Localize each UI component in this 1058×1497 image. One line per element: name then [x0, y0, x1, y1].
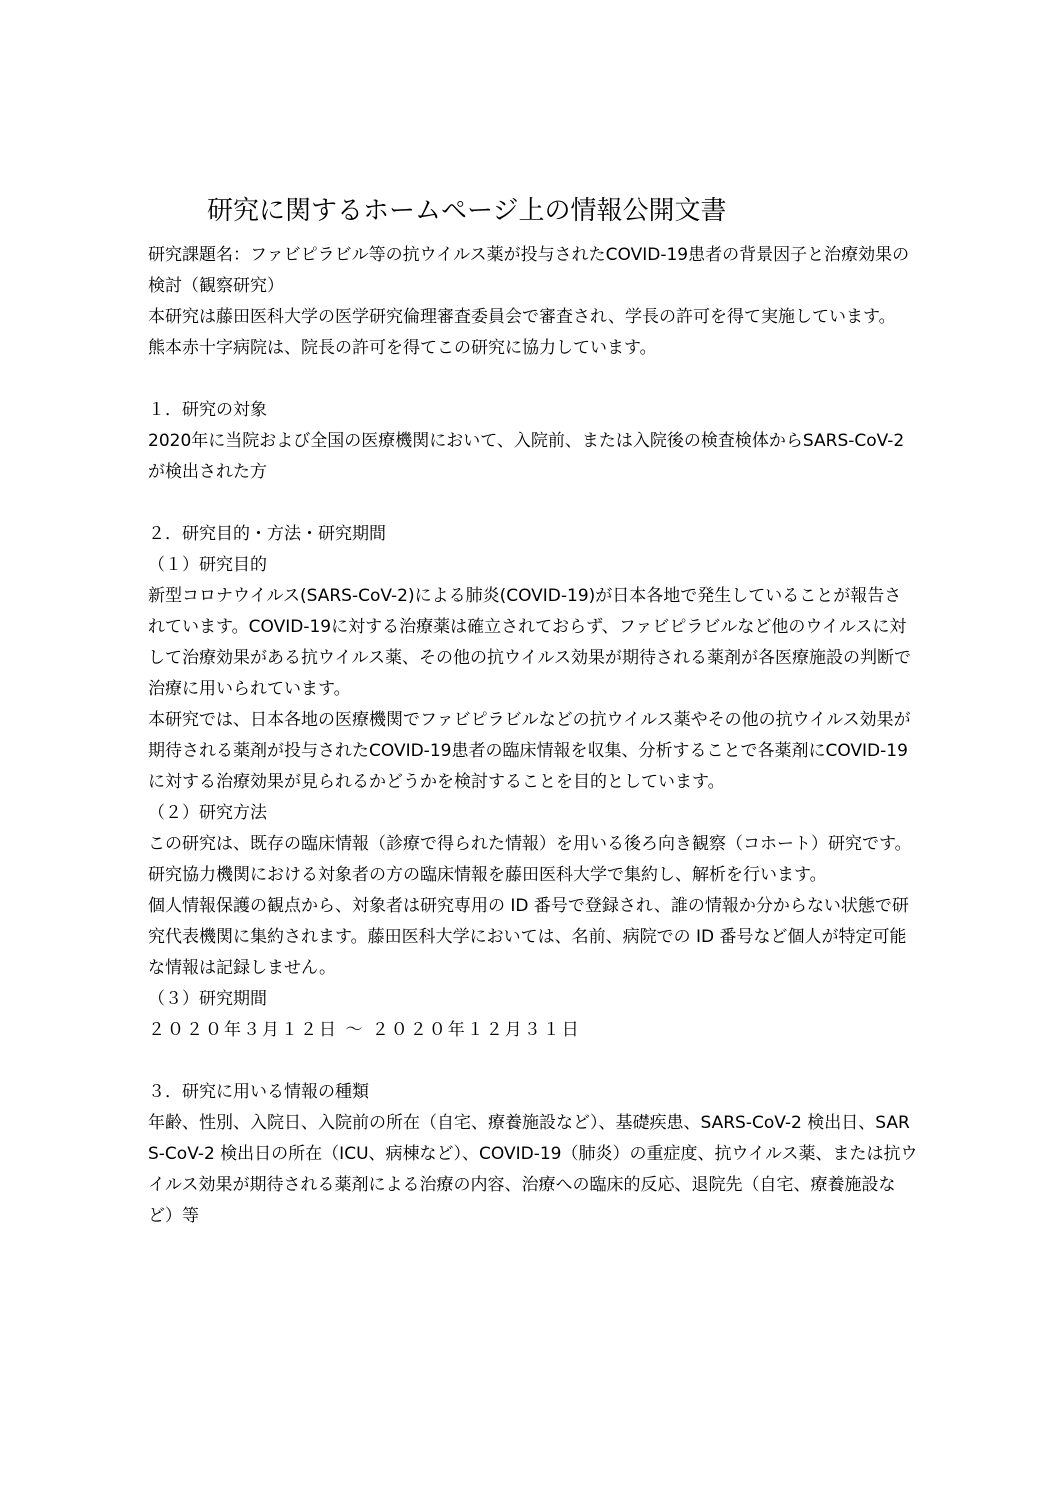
section-1-heading: １．研究の対象	[148, 400, 267, 420]
purpose-body-2: 本研究では、日本各地の医療機関でファビピラビルなどの抗ウイルス薬やその他の抗ウイルス効果が期待される薬剤が投与されたCOVID-19患者の臨床情報を収集、分析することで各薬剤にCOVID-19に対する治療効果が見られるかどうかを検討することを目的としています。	[148, 710, 911, 792]
period-heading: （３）研究期間	[148, 989, 267, 1009]
purpose-heading: （１）研究目的	[148, 555, 267, 575]
approval-statement: 本研究は藤田医科大学の医学研究倫理審査委員会で審査され、学長の許可を得て実施しています。 熊本赤十字病院は、院長の許可を得てこの研究に協力しています。	[148, 307, 905, 358]
method-body-2: 個人情報保護の観点から、対象者は研究専用の ID 番号で登録され、誰の情報か分からない状態で研究代表機関に集約されます。藤田医科大学においては、名前、病院での ID 番号など個人が特定可能な情報は記録しません。	[148, 896, 909, 978]
spacer	[148, 364, 918, 395]
section-2-heading: ２．研究目的・方法・研究期間	[148, 524, 386, 544]
method-heading: （２）研究方法	[148, 803, 267, 823]
section-3-body: 年齢、性別、入院日、入院前の所在（自宅、療養施設など）、基礎疾患、SARS-CoV-2 検出日、SARS-CoV-2 検出日の所在（ICU、病棟など）、COVID-19（肺炎）の重症度、抗ウイルス薬、または抗ウイルス効果が期待される薬剤による治療の内容、治療への臨床的反応、退院先（自宅、療養施設など）等	[148, 1113, 918, 1226]
spacer	[148, 1046, 918, 1077]
document-title: 研究に関するホームページ上の情報公開文書	[207, 196, 727, 226]
section-3-heading: ３．研究に用いる情報の種類	[148, 1082, 369, 1102]
method-body-1: この研究は、既存の臨床情報（診療で得られた情報）を用いる後ろ向き観察（コホート）研究です。研究協力機関における対象者の方の臨床情報を藤田医科大学で集約し、解析を行います。	[148, 834, 912, 885]
section-1-body: 2020年に当院および全国の医療機関において、入院前、または入院後の検査検体からSARS-CoV-2 が検出された方	[148, 431, 905, 482]
spacer	[148, 488, 918, 519]
purpose-body-1: 新型コロナウイルス(SARS-CoV-2)による肺炎(COVID-19)が日本各地で発生していることが報告されています。COVID-19に対する治療薬は確立されておらず、ファビピラビルなど他のウイルスに対して治療効果がある抗ウイルス薬、その他の抗ウイルス効果が期待される薬剤が各医療施設の判断で治療に用いられています。	[148, 586, 911, 699]
study-title: 研究課題名：ファビピラビル等の抗ウイルス薬が投与されたCOVID-19患者の背景因子と治療効果の検討（観察研究）	[148, 245, 910, 296]
period-body: ２０２０年３月１２日 ～ ２０２０年１２月３１日	[148, 1020, 581, 1040]
document-body	[148, 240, 918, 1232]
